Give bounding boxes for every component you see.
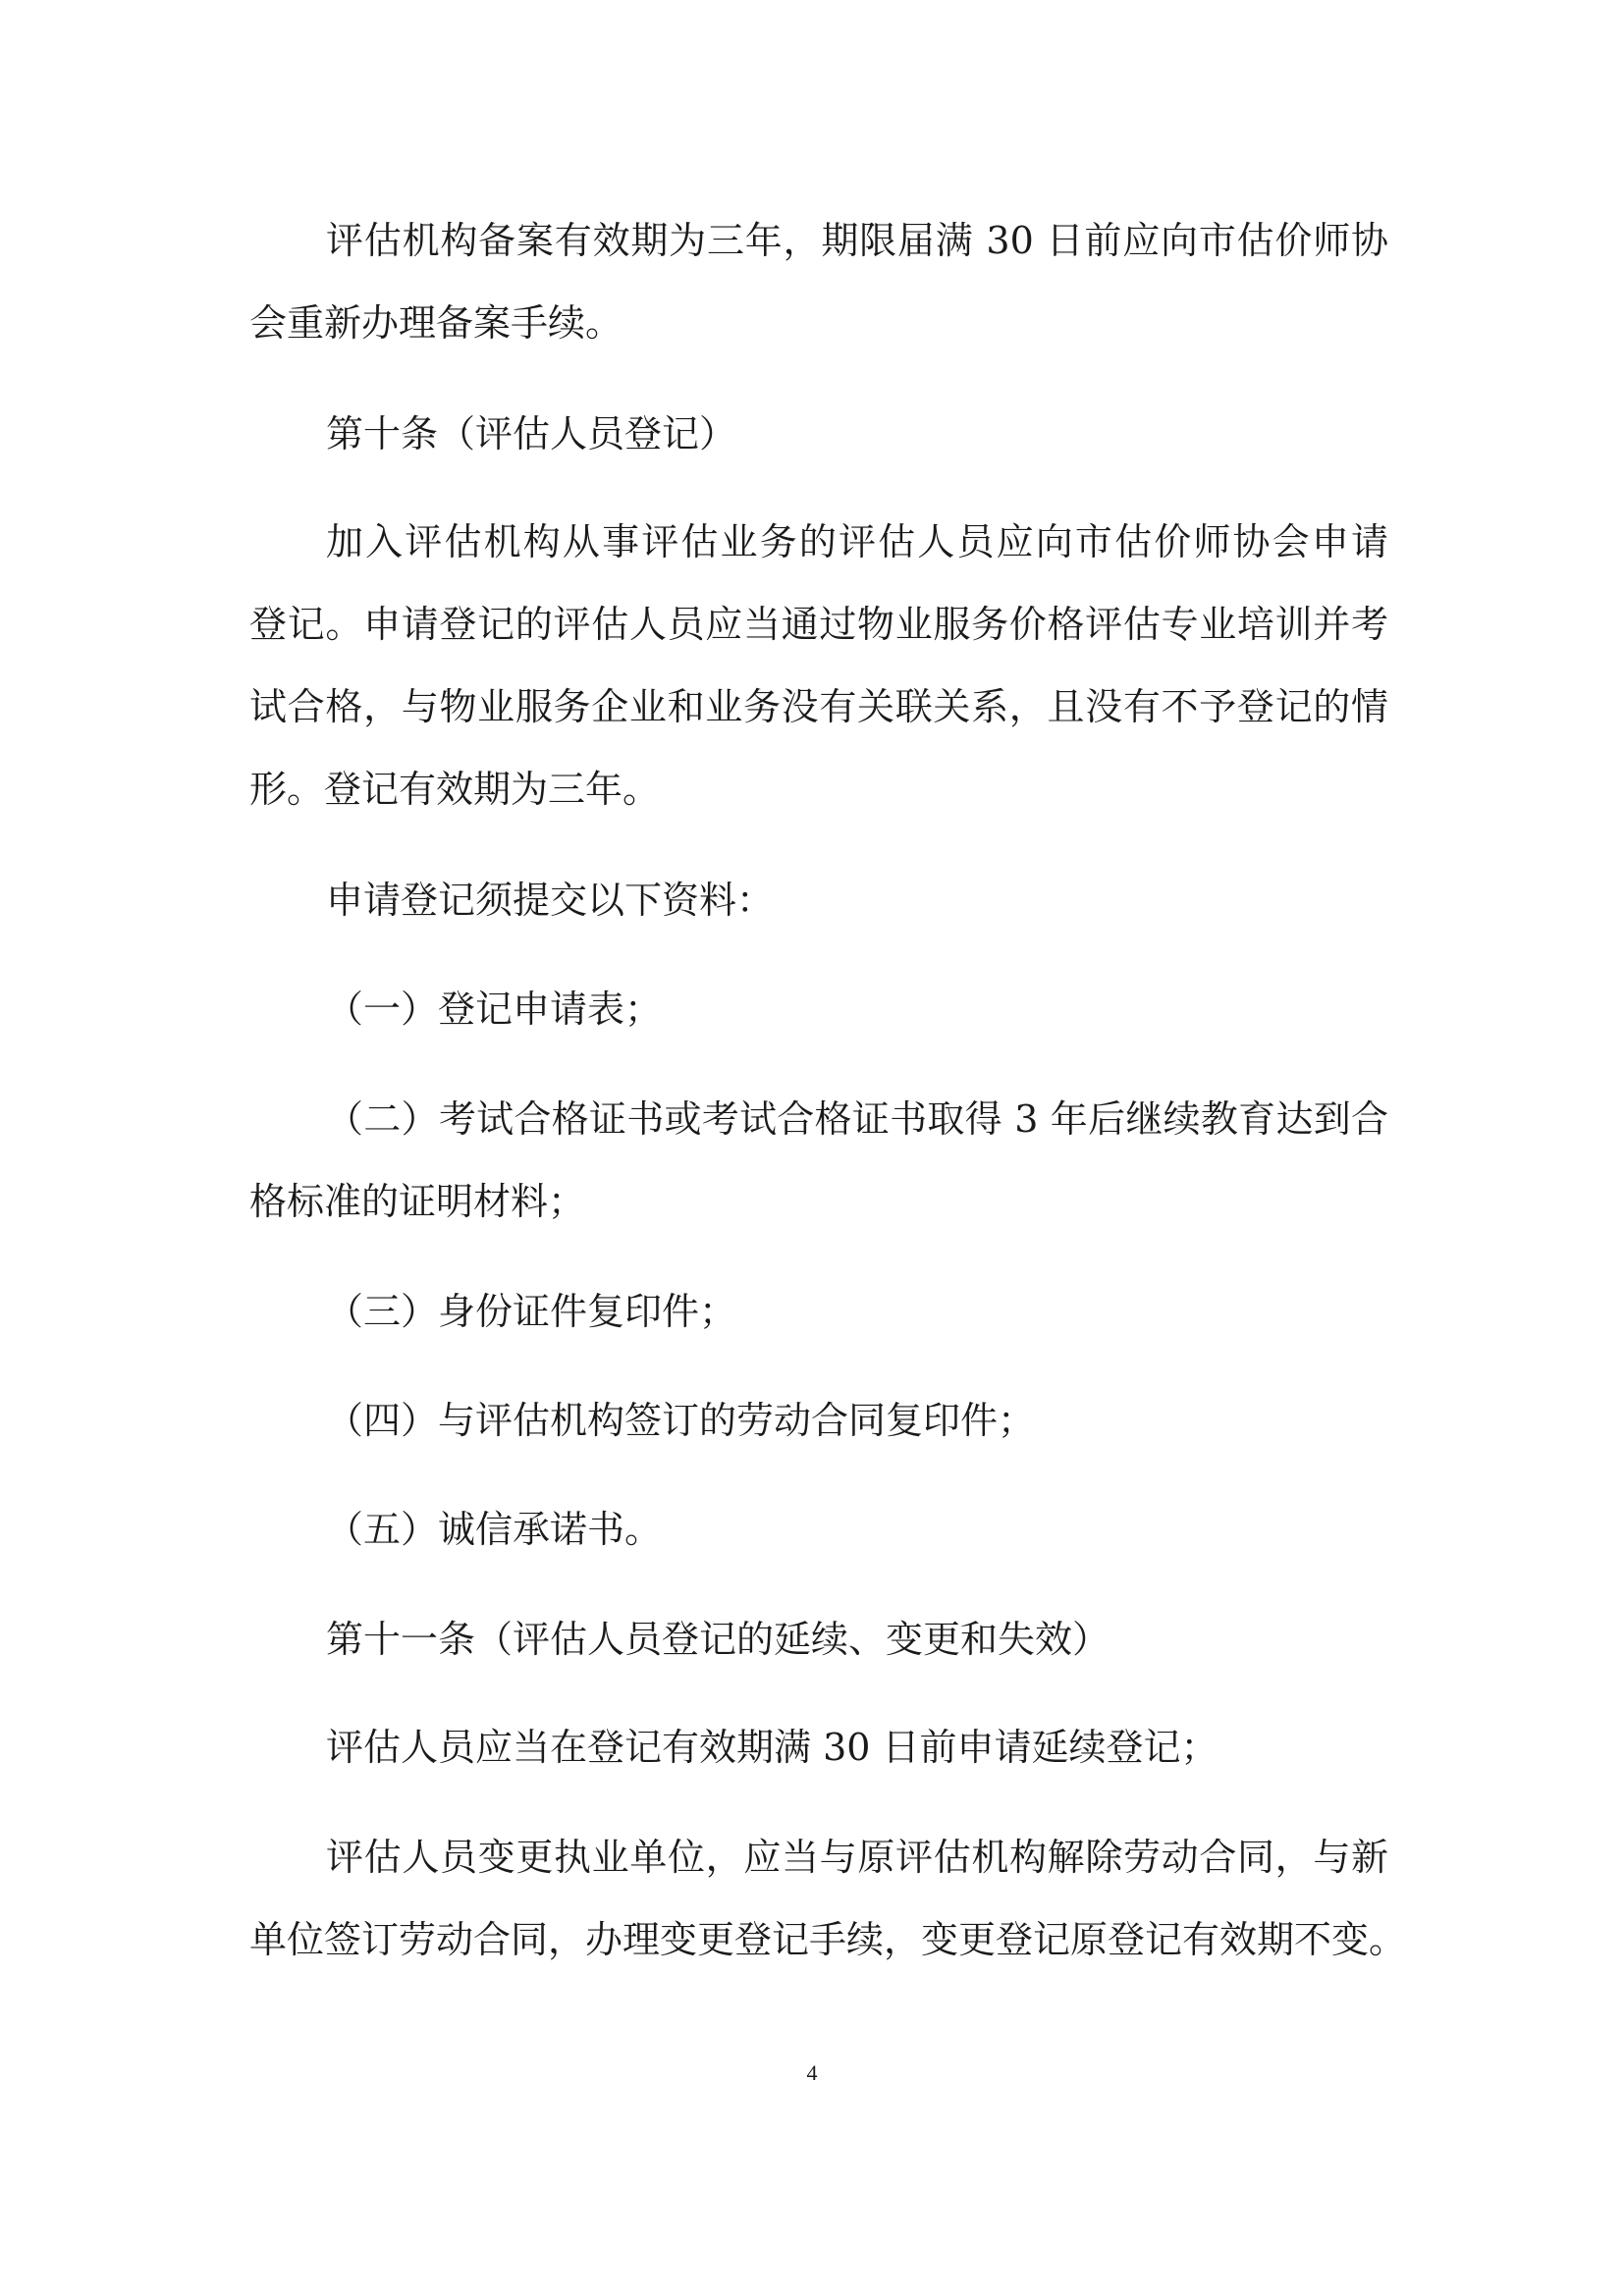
list-item-continuation: 格标准的证明材料； [249, 1180, 586, 1223]
list-item: （三）身份证件复印件； [326, 1290, 737, 1333]
paragraph-line: 申请登记须提交以下资料： [326, 879, 775, 922]
article-heading: 第十条（评估人员登记） [326, 412, 737, 455]
list-item: （一）登记申请表； [326, 988, 663, 1031]
paragraph-line: 评估机构备案有效期为三年，期限届满 30 日前应向市估价师协 [326, 219, 1388, 262]
paragraph-line: 试合格，与物业服务企业和业务没有关联关系，且没有不予登记的情 [249, 685, 1388, 728]
paragraph-line: 评估人员应当在登记有效期满 30 日前申请延续登记； [326, 1726, 1218, 1769]
paragraph-line: 加入评估机构从事评估业务的评估人员应向市估价师协会申请 [326, 520, 1388, 563]
page-number: 4 [806, 2060, 818, 2085]
paragraph-line: 登记。申请登记的评估人员应当通过物业服务价格评估专业培训并考 [249, 603, 1388, 646]
list-item: （二）考试合格证书或考试合格证书取得 3 年后继续教育达到合 [326, 1097, 1388, 1141]
paragraph-line: 评估人员变更执业单位，应当与原评估机构解除劳动合同，与新 [326, 1836, 1388, 1879]
list-item: （四）与评估机构签订的劳动合同复印件； [326, 1399, 1036, 1442]
paragraph-line: 形。登记有效期为三年。 [249, 768, 661, 811]
paragraph-line: 会重新办理备案手续。 [249, 301, 623, 345]
list-item: （五）诚信承诺书。 [326, 1508, 663, 1551]
article-heading: 第十一条（评估人员登记的延续、变更和失效） [326, 1618, 1110, 1661]
paragraph-line: 单位签订劳动合同，办理变更登记手续，变更登记原登记有效期不变。 [249, 1918, 1407, 1961]
